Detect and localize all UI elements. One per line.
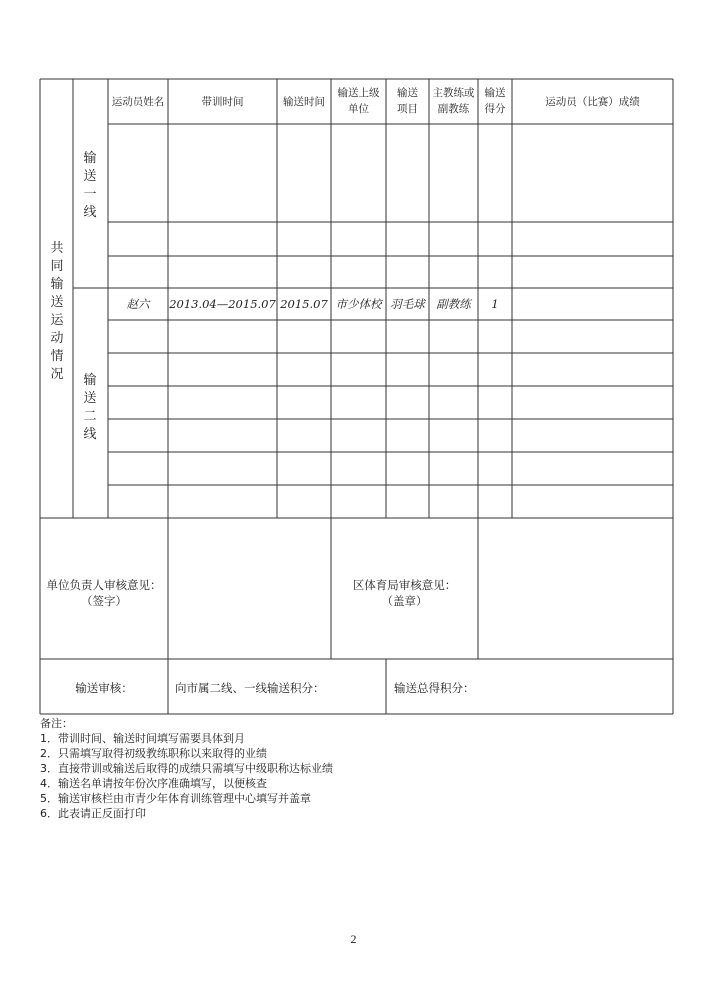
cell-score: 1 <box>491 297 499 311</box>
cell-unit: 市少体校 <box>335 297 382 311</box>
notes <box>40 716 333 821</box>
header-train-time: 带训时间 <box>201 96 244 108</box>
note-item: 2．只需填写取得初级教练职称以来取得的业绩 <box>40 747 267 760</box>
district-seal-label: （盖章） <box>381 594 428 608</box>
district-review-label: 区体育局审核意见： <box>352 578 457 592</box>
cell-transfer-time: 2015.07 <box>280 297 328 311</box>
line-two-label: 输送二线 <box>83 373 97 442</box>
section-label: 共同输送运动情况 <box>50 241 64 382</box>
header-score-line1: 输送 <box>484 87 506 99</box>
line-one-label: 输送一线 <box>83 151 97 220</box>
header-unit-line2: 单位 <box>348 103 369 115</box>
header-coach-line1: 主教练或 <box>432 87 475 99</box>
cell-coach: 副教练 <box>436 297 471 311</box>
unit-head-sign-label: （签字） <box>81 594 127 608</box>
cell-project: 羽毛球 <box>390 297 425 311</box>
unit-head-review-label: 单位负责人审核意见： <box>46 578 162 592</box>
header-result: 运动员（比赛）成绩 <box>545 96 640 108</box>
header-coach-line2: 副教练 <box>437 103 470 115</box>
note-item: 4．输送名单请按年份次序准确填写，以便核查 <box>40 777 267 790</box>
total-points-label: 输送总得积分： <box>394 681 475 695</box>
header-name: 运动员姓名 <box>111 96 165 108</box>
page-number: 2 <box>350 932 357 946</box>
header-project-line2: 项目 <box>397 103 418 115</box>
transfer-audit-label: 输送审核： <box>75 681 133 695</box>
note-item: 1．带训时间、输送时间填写需要具体到月 <box>40 732 245 745</box>
note-item: 3．直接带训或输送后取得的成绩只需填写中级职称达标业绩 <box>40 762 333 775</box>
transfer-points-label: 向市属二线、一线输送积分： <box>175 681 325 695</box>
header-score-line2: 得分 <box>484 103 506 115</box>
cell-train-time: 2013.04—2015.07 <box>169 297 276 311</box>
header-unit-line1: 输送上级 <box>337 87 380 99</box>
cell-athlete-name: 赵六 <box>126 297 150 311</box>
note-item: 6．此表请正反面打印 <box>40 807 146 820</box>
note-item: 5．输送审核栏由市青少年体育训练管理中心填写并盖章 <box>40 792 311 805</box>
header-project-line1: 输送 <box>397 87 418 99</box>
notes-title: 备注： <box>40 717 73 730</box>
header-transfer-time: 输送时间 <box>283 96 325 108</box>
